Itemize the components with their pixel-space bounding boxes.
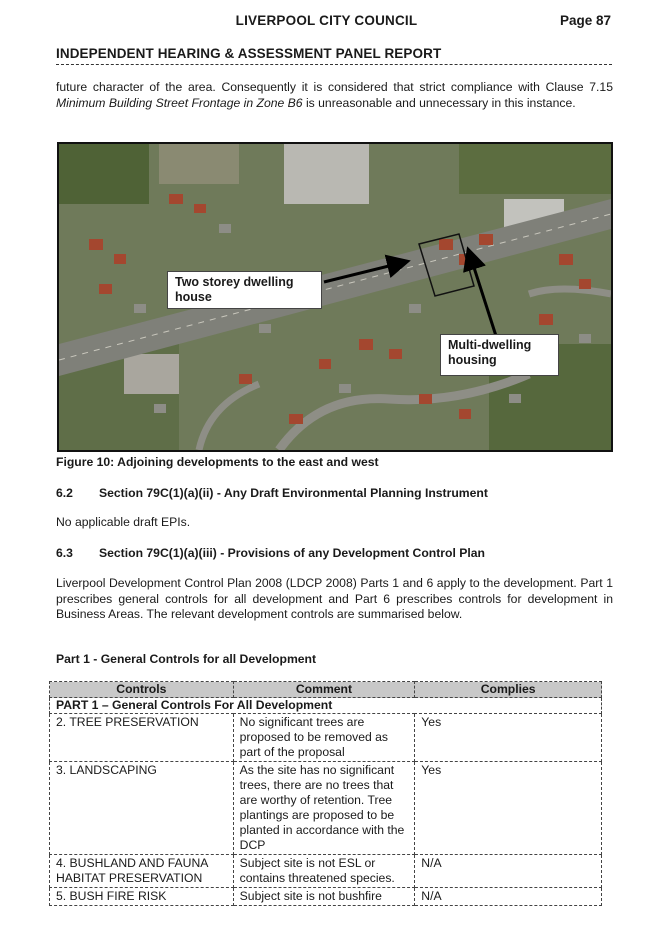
complies-cell: Yes — [415, 762, 602, 855]
control-cell: 4. BUSHLAND AND FAUNA HABITAT PRESERVATION — [50, 855, 234, 888]
control-cell: 3. LANDSCAPING — [50, 762, 234, 855]
control-cell: 5. BUSH FIRE RISK — [50, 888, 234, 906]
intro-paragraph: future character of the area. Consequently it is considered that strict compliance with Clause 7.15 Minimum Building Street Frontage in Zone B6 is unreasonable and unnecessary in this instance. — [56, 80, 613, 110]
table-row — [50, 888, 602, 906]
table-row — [50, 714, 602, 762]
callout-multi-dwelling-housing: Multi-dwelling housing — [440, 334, 559, 376]
header-divider — [56, 64, 612, 65]
aerial-photo-figure — [57, 142, 613, 452]
comment-cell: No significant trees are proposed to be removed as part of the proposal — [233, 714, 415, 762]
callout-two-storey-dwelling: Two storey dwelling house — [167, 271, 322, 309]
clause-title: Minimum Building Street Frontage in Zone B6 — [56, 95, 303, 110]
aerial-photo — [59, 144, 611, 450]
col-header-controls: Controls — [50, 682, 234, 698]
section-6-2-heading: 6.2 Section 79C(1)(a)(ii) - Any Draft Environmental Planning Instrument — [56, 486, 488, 500]
table-header-row — [50, 682, 602, 698]
complies-cell: N/A — [415, 888, 602, 906]
table-row — [50, 762, 602, 855]
comment-cell: As the site has no significant trees, there are no trees that are worthy of retention. Tree plantings are proposed to be planted in accordance with the DCP — [233, 762, 415, 855]
report-title: INDEPENDENT HEARING & ASSESSMENT PANEL REPORT — [56, 46, 442, 61]
section-6-3-heading: 6.3 Section 79C(1)(a)(iii) - Provisions of any Development Control Plan — [56, 546, 485, 560]
col-header-comment: Comment — [233, 682, 415, 698]
comment-cell: Subject site is not bushfire — [233, 888, 415, 906]
part1-row-label: PART 1 – General Controls For All Development — [50, 698, 602, 714]
figure-caption: Figure 10: Adjoining developments to the east and west — [56, 455, 379, 469]
council-name: LIVERPOOL CITY COUNCIL — [235, 13, 418, 28]
col-header-complies: Complies — [415, 682, 602, 698]
comment-cell: Subject site is not ESL or contains threatened species. — [233, 855, 415, 888]
section-6-3-body: Liverpool Development Control Plan 2008 (LDCP 2008) Parts 1 and 6 apply to the development. Part 1 prescribes general controls for all development and Part 6 prescribes controls for development in Business Areas. The relevant development controls are summarised below. — [56, 576, 613, 621]
control-cell: 2. TREE PRESERVATION — [50, 714, 234, 762]
controls-table — [49, 681, 602, 906]
table-part-row — [50, 698, 602, 714]
page-number: Page 87 — [559, 13, 611, 28]
section-6-2-body: No applicable draft EPIs. — [56, 515, 191, 529]
complies-cell: Yes — [415, 714, 602, 762]
complies-cell: N/A — [415, 855, 602, 888]
part1-heading: Part 1 - General Controls for all Development — [56, 652, 317, 666]
table-row — [50, 855, 602, 888]
